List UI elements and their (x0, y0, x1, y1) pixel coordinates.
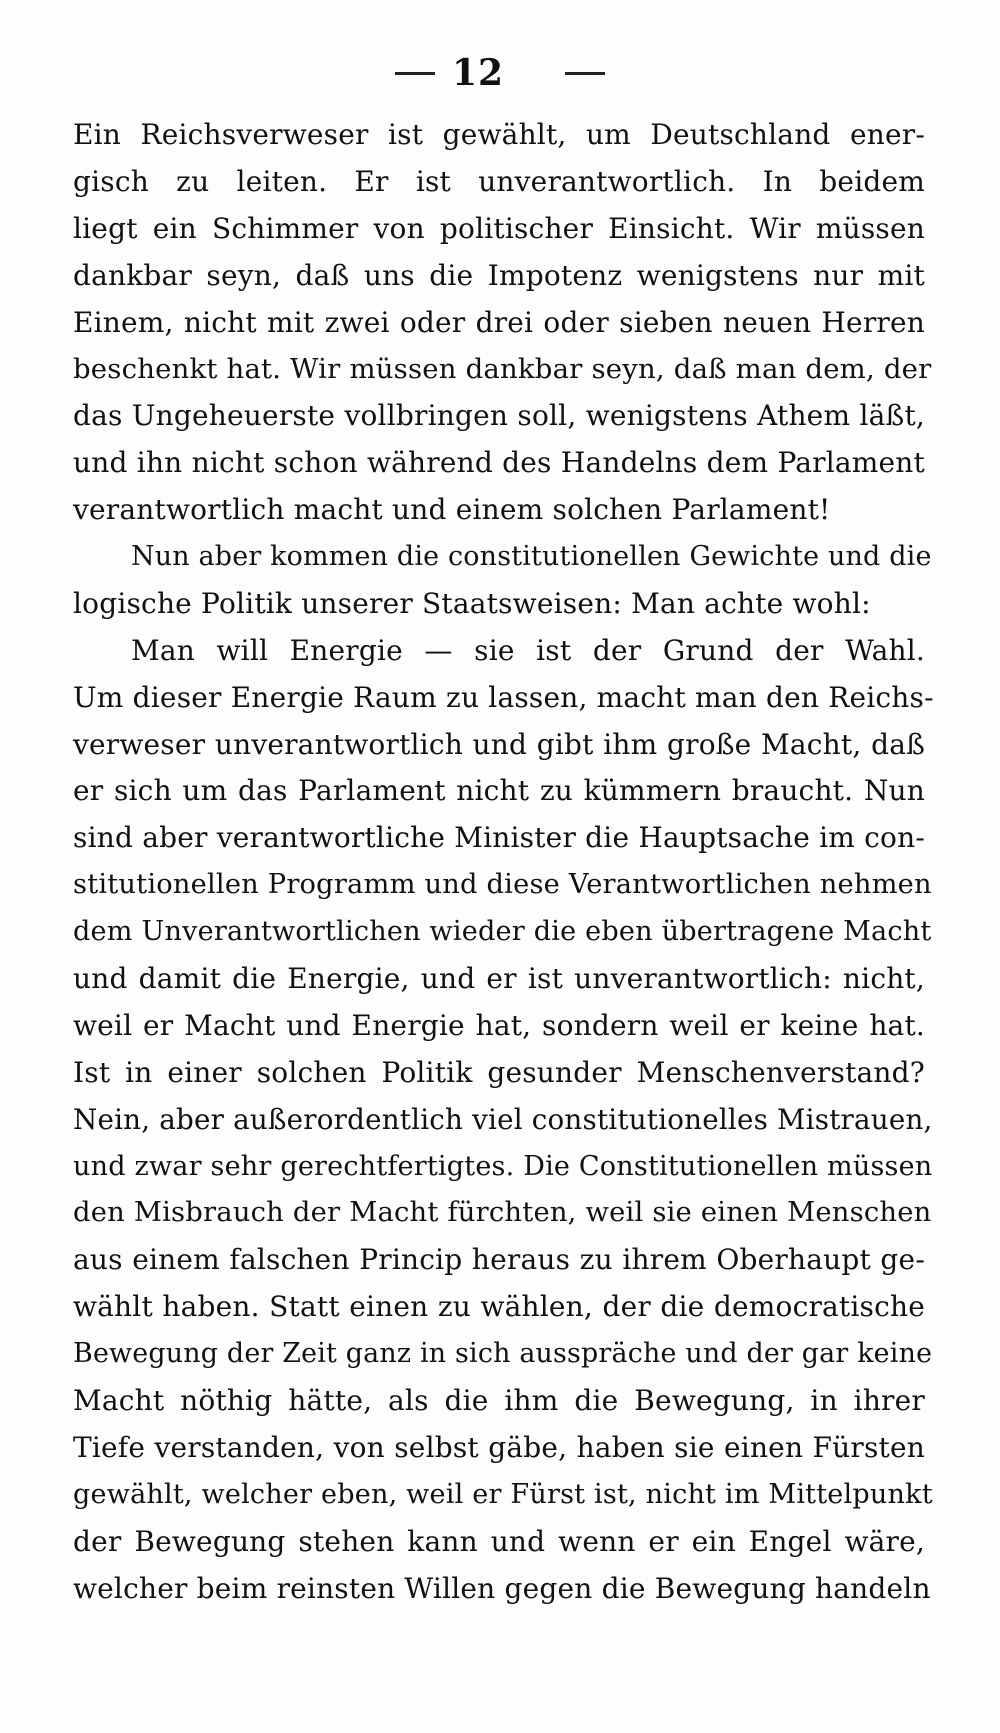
text-line: Macht nöthig hätte, als die ihm die Bewegung, in ihrer (73, 1384, 925, 1418)
text-line: gewählt, welcher eben, weil er Fürst ist, nicht im Mittelpunkt (73, 1478, 933, 1510)
text-line: den Misbrauch der Macht fürchten, weil sie einen Menschen (73, 1197, 932, 1229)
text-line: weil er Macht und Energie hat, sondern weil er keine hat. (73, 1008, 925, 1042)
text-line: und ihn nicht schon während des Handelns dem Parlament (73, 446, 925, 480)
text-line: wählt haben. Statt einen zu wählen, der die democratische (73, 1290, 925, 1324)
body-text (73, 112, 934, 1613)
text-line: liegt ein Schimmer von politischer Einsicht. Wir müssen (73, 211, 925, 245)
text-line: und damit die Energie, und er ist unverantwortlich: nicht, (73, 962, 925, 996)
text-line: Um dieser Energie Raum zu lassen, macht man den Reichs- (73, 680, 934, 714)
text-line: Bewegung der Zeit ganz in sich ausspräche und der gar keine (73, 1338, 933, 1370)
text-line: Einem, nicht mit zwei oder drei oder sieben neuen Herren (73, 305, 925, 339)
text-line: Nein, aber außerordentlich viel constitutionelles Mistrauen, (73, 1102, 933, 1136)
text-line: Nun aber kommen die constitutionellen Gewichte und die (131, 541, 932, 573)
text-line: der Bewegung stehen kann und wenn er ein Engel wäre, (73, 1524, 925, 1558)
text-line: beschenkt hat. Wir müssen dankbar seyn, daß man dem, der (73, 353, 932, 386)
text-line: verantwortlich macht und einem solchen Parlament! (73, 493, 831, 527)
text-line: das Ungeheuerste vollbringen soll, wenigstens Athem läßt, (73, 399, 925, 433)
text-line: welcher beim reinsten Willen gegen die Bewegung handeln (73, 1571, 931, 1605)
text-line: stitutionellen Programm und diese Verantwortlichen nehmen (73, 869, 932, 901)
header-dash-left (395, 72, 435, 75)
page-header (0, 52, 1000, 92)
text-line: aus einem falschen Princip heraus zu ihrem Oberhaupt ge- (73, 1243, 925, 1277)
page-number: 12 (451, 52, 505, 94)
text-line: gisch zu leiten. Er ist unverantwortlich. In beidem (73, 164, 925, 198)
header-dash-right (565, 72, 605, 75)
text-line: dankbar seyn, daß uns die Impotenz wenigstens nur mit (73, 258, 925, 292)
text-line: sind aber verantwortliche Minister die Hauptsache im con- (73, 821, 925, 855)
text-line: Ist in einer solchen Politik gesunder Menschenverstand? (73, 1055, 925, 1089)
text-line: Tiefe verstanden, von selbst gäbe, haben sie einen Fürsten (73, 1430, 925, 1464)
text-line: Man will Energie — sie ist der Grund der Wahl. (131, 633, 925, 667)
text-line: und zwar sehr gerechtfertigtes. Die Constitutionellen müssen (73, 1150, 933, 1182)
text-line: verweser unverantwortlich und gibt ihm große Macht, daß (73, 727, 925, 761)
text-line: er sich um das Parlament nicht zu kümmern braucht. Nun (73, 774, 925, 808)
text-line: logische Politik unserer Staatsweisen: Man achte wohl: (73, 586, 871, 620)
text-line: dem Unverantwortlichen wieder die eben übertragene Macht (73, 916, 932, 948)
text-line: Ein Reichsverweser ist gewählt, um Deutschland ener- (73, 118, 925, 151)
